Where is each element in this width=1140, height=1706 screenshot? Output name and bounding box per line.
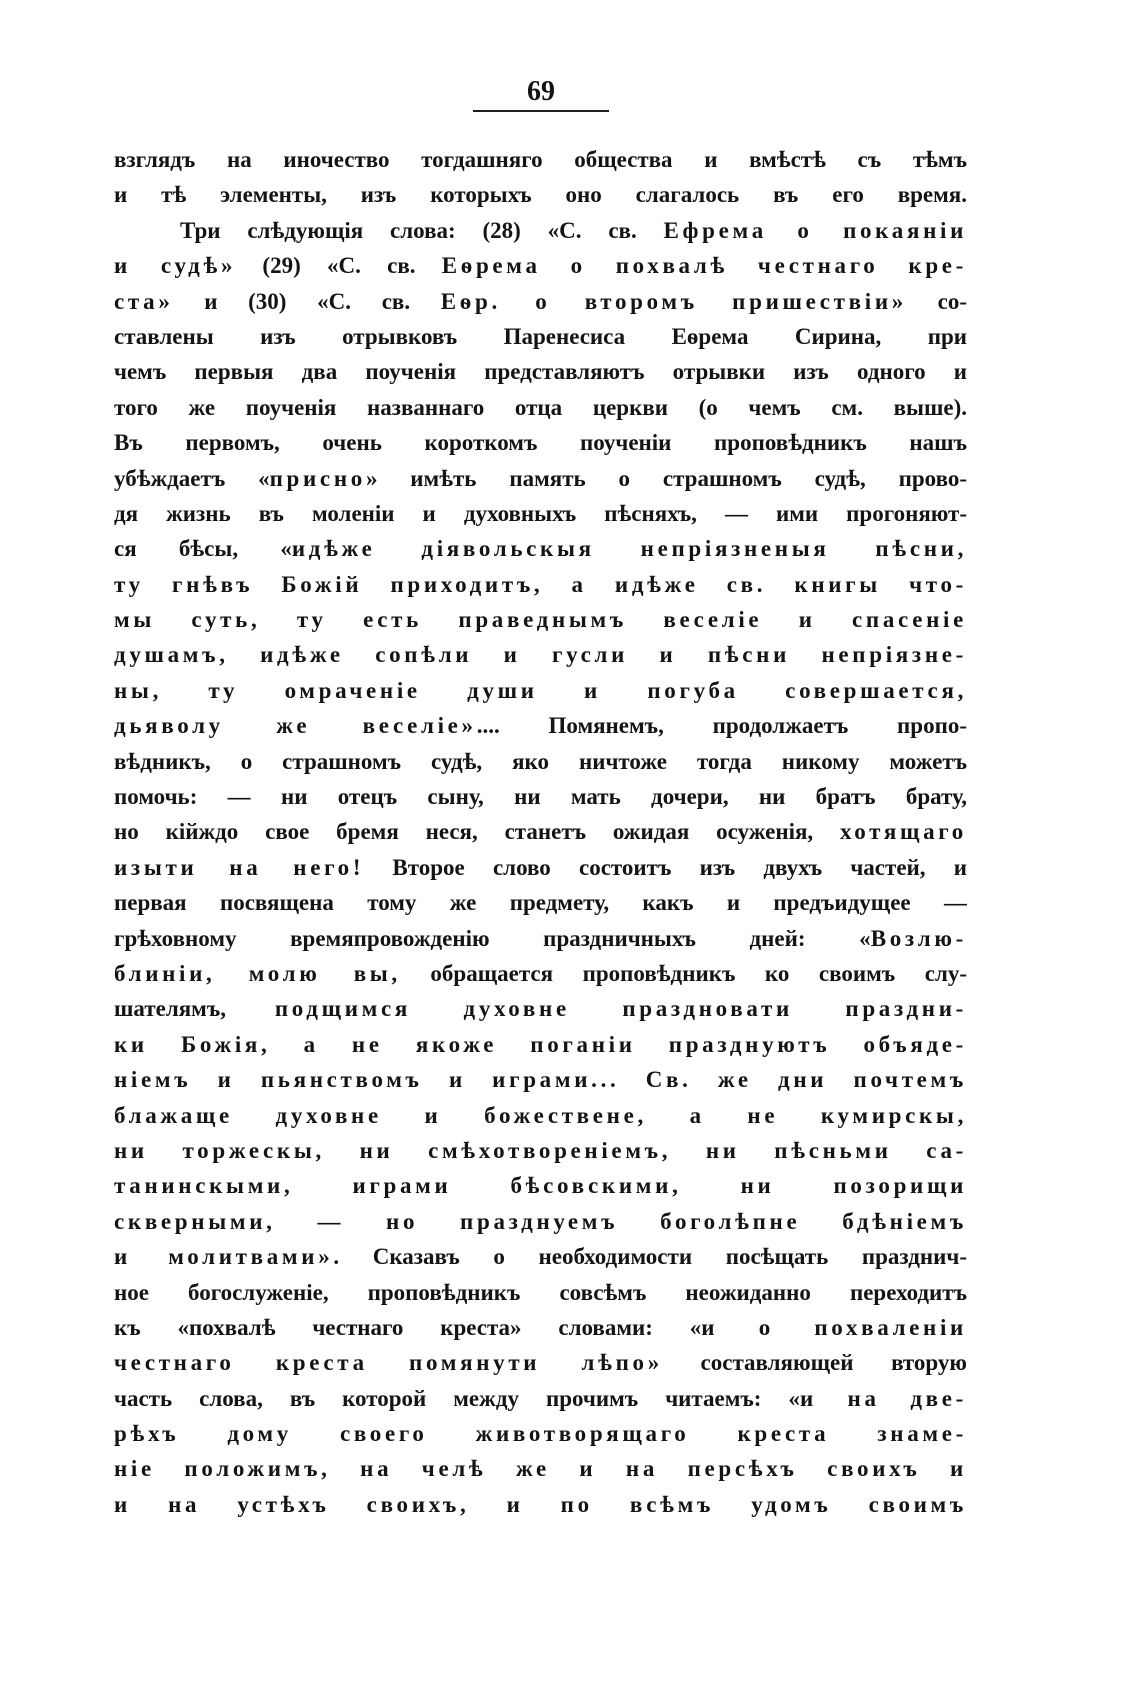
text-line	[114, 708, 967, 743]
text-run: . Сказавъ о необходимости посѣщать празднич-	[333, 1244, 967, 1270]
text-line	[114, 1204, 967, 1239]
text-line	[114, 991, 967, 1026]
emphasized-text: Еѳрема о похвалѣ честнаго кре-	[441, 253, 967, 279]
text-line	[114, 567, 967, 602]
text-run: Три слѣдующія слова: (28) «С. св.	[180, 217, 664, 243]
text-line	[114, 213, 967, 248]
text-line	[114, 531, 967, 566]
text-run: и тѣ элементы, изъ которыхъ оно слагалось въ его время.	[114, 182, 967, 208]
emphasized-text: изыти на него!	[114, 854, 365, 880]
text-line	[114, 1310, 967, 1345]
text-run: (29) «С. св.	[236, 253, 442, 279]
text-line	[114, 850, 967, 885]
text-run: помочь: — ни отецъ сыну, ни мать дочери, ни братъ брату,	[114, 784, 967, 810]
text-line	[114, 1027, 967, 1062]
emphasized-text: танинскыми, играми бѣсовскими, ни позорищи	[114, 1173, 967, 1199]
text-run: Въ первомъ, очень короткомъ поученіи проповѣдникъ нашъ	[114, 430, 967, 456]
text-line	[114, 461, 967, 496]
text-run: того же поученія названнаго отца церкви (о чемъ см. выше).	[114, 394, 967, 420]
text-line	[114, 248, 967, 283]
text-run: .... Помянемъ, продолжаетъ пропо-	[476, 713, 967, 739]
page-number: 69	[527, 76, 555, 107]
text-line	[114, 142, 967, 177]
page-text-body	[114, 142, 967, 1522]
text-run: но кійждо свое бремя неся, станетъ ожидая осуженія,	[114, 819, 840, 845]
emphasized-text: и молитвами»	[114, 1244, 334, 1270]
text-line	[114, 1098, 967, 1133]
text-run: обращается проповѣдникъ ко своимъ слу-	[400, 960, 967, 986]
paragraph	[114, 213, 967, 1522]
text-line	[114, 1239, 967, 1274]
emphasized-text: ни торжескы, ни смѣхотвореніемъ, ни пѣсньми са-	[114, 1137, 967, 1163]
emphasized-text: и на две-	[799, 1385, 967, 1411]
text-run: ставлены изъ отрывковъ Паренесиса Еѳрема Сирина, при	[114, 323, 967, 349]
emphasized-text: душамъ, идѣже сопѣли и гусли и пѣсни непріязне-	[114, 642, 967, 668]
emphasized-text: мы суть, ту есть праведнымъ веселіе и спасеніе	[114, 607, 967, 633]
text-line	[114, 284, 967, 319]
text-run: составляющей вторую	[662, 1350, 967, 1376]
text-line	[114, 1451, 967, 1486]
emphasized-text: и о похваленіи	[701, 1314, 967, 1340]
text-line	[114, 602, 967, 637]
text-run: ное богослуженіе, проповѣдникъ совсѣмъ неожиданно переходитъ	[114, 1279, 967, 1305]
text-run: часть слова, въ которой между прочимъ читаемъ: «	[114, 1385, 800, 1411]
text-line	[114, 1168, 967, 1203]
emphasized-text: рѣхъ дому своего животворящаго креста знаме-	[114, 1421, 967, 1447]
text-line	[114, 496, 967, 531]
text-run: къ «похвалѣ честнаго креста» словами: «	[114, 1314, 702, 1340]
text-line	[114, 921, 967, 956]
emphasized-text: ки Божія, а не якоже поганіи празднуютъ объяде-	[114, 1031, 967, 1057]
emphasized-text: дьяволу же веселіе»	[114, 713, 477, 739]
emphasized-text: подщимся духовне праздновати праздни-	[274, 996, 967, 1022]
text-run: со-	[906, 288, 967, 314]
emphasized-text: Еѳр. о второмъ пришествіи»	[440, 288, 907, 314]
text-line	[114, 390, 967, 425]
text-line	[114, 1487, 967, 1522]
text-line	[114, 956, 967, 991]
text-run: дя жизнь въ моленіи и духовныхъ пѣсняхъ, — ими прогоняют-	[114, 500, 967, 526]
text-line	[114, 814, 967, 849]
emphasized-text: ніе положимъ, на челѣ же и на персѣхъ своихъ и	[114, 1456, 967, 1482]
text-line	[114, 354, 967, 389]
text-line	[114, 1381, 967, 1416]
text-line	[114, 885, 967, 920]
emphasized-text: блиніи, молю вы,	[114, 960, 401, 986]
text-line	[114, 425, 967, 460]
text-line	[114, 1345, 967, 1380]
emphasized-text: ніемъ и пьянствомъ и играми... Св. же дни почтемъ	[114, 1067, 967, 1093]
text-line	[114, 1275, 967, 1310]
emphasized-text: честнаго креста помянути лѣпо»	[114, 1350, 663, 1376]
emphasized-text: присно	[269, 465, 366, 491]
emphasized-text: скверными, — но празднуемъ боголѣпне бдѣніемъ	[114, 1208, 967, 1234]
text-run: Второе слово состоитъ изъ двухъ частей, и	[364, 854, 967, 880]
text-line	[114, 744, 967, 779]
emphasized-text: Ефрема о покаяніи	[663, 217, 967, 243]
emphasized-text: идѣже діявольскыя непріязненыя пѣсни,	[291, 536, 967, 562]
text-line	[114, 779, 967, 814]
text-line	[114, 177, 967, 212]
text-run: шателямъ,	[114, 996, 275, 1022]
emphasized-text: и на устѣхъ своихъ, и по всѣмъ удомъ своимъ	[114, 1491, 967, 1517]
text-line	[114, 673, 967, 708]
text-run: вѣдникъ, о страшномъ судѣ, яко ничтоже тогда никому можетъ	[114, 748, 967, 774]
emphasized-text: ту гнѣвъ Божій приходитъ, а идѣже св. книгы что-	[114, 571, 967, 597]
text-line	[114, 1416, 967, 1451]
text-run: ся бѣсы, «	[114, 536, 292, 562]
emphasized-text: ны, ту омраченіе души и погуба совершается,	[114, 677, 967, 703]
text-line	[114, 1062, 967, 1097]
emphasized-text: ста»	[114, 288, 174, 314]
text-line	[114, 319, 967, 354]
text-run: взглядъ на иночество тогдашняго общества и вмѣстѣ съ тѣмъ	[114, 147, 967, 172]
text-run: грѣховному времяпровожденію праздничныхъ дней: «	[114, 925, 871, 951]
emphasized-text: и судѣ»	[114, 253, 237, 279]
text-line	[114, 637, 967, 672]
emphasized-text: блажаще духовне и божествене, а не кумирскы,	[114, 1102, 967, 1128]
emphasized-text: Возлю-	[870, 925, 967, 951]
text-run: и (30) «С. св.	[173, 288, 441, 314]
text-run: убѣждаетъ «	[114, 465, 270, 491]
text-line	[114, 1133, 967, 1168]
text-run: » имѣть память о страшномъ судѣ, прово-	[365, 465, 967, 491]
page-number-rule	[473, 110, 609, 112]
text-run: чемъ первыя два поученія представляютъ отрывки изъ одного и	[114, 359, 967, 385]
emphasized-text: хотящаго	[840, 819, 967, 845]
paragraph	[114, 142, 967, 213]
text-run: первая посвящена тому же предмету, какъ и предъидущее —	[114, 890, 967, 916]
